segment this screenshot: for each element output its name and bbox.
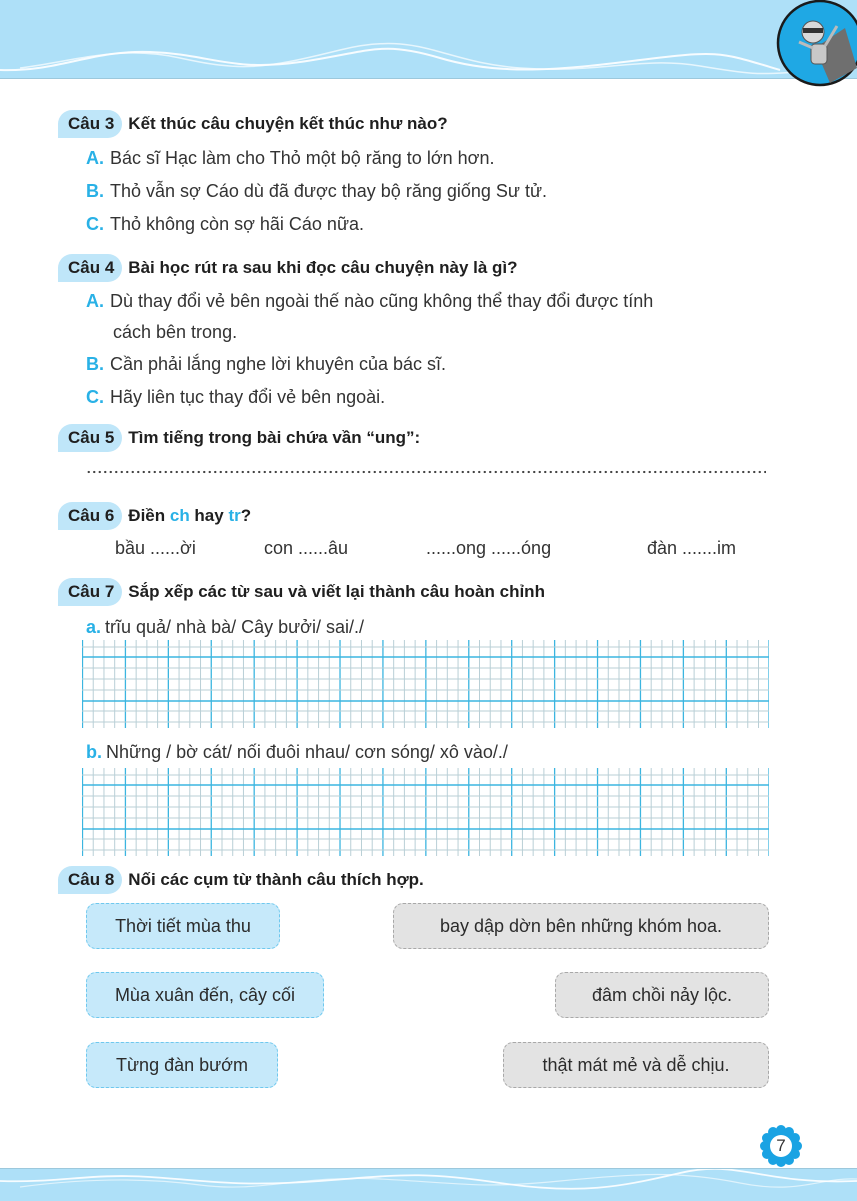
match-left-3[interactable]: Từng đàn bướm (86, 1042, 278, 1088)
question-3-header (58, 110, 448, 138)
question-4-option-a[interactable] (86, 285, 653, 317)
option-letter: C. (86, 214, 104, 234)
question-3-option-a[interactable] (86, 142, 494, 174)
option-text: Thỏ không còn sợ hãi Cáo nữa. (110, 214, 365, 234)
writing-grid-b[interactable] (82, 768, 769, 856)
fill-item[interactable]: ......ong ......óng (426, 538, 552, 558)
part-text: Những / bờ cát/ nối đuôi nhau/ cơn sóng/ xô vào/./ (106, 742, 508, 762)
fill-item[interactable]: bầu ......ời (115, 538, 196, 558)
title-accent-ch: ch (169, 506, 190, 525)
title-text: hay (189, 506, 229, 525)
question-5-title: Tìm tiếng trong bài chứa vần “ung”: (128, 428, 421, 447)
question-7-header (58, 578, 545, 606)
match-right-1[interactable]: bay dập dờn bên những khóm hoa. (393, 903, 769, 949)
question-3-badge: Câu 3 (58, 110, 122, 138)
option-text: Cần phải lắng nghe lời khuyên của bác sĩ. (110, 354, 447, 374)
option-letter: B. (86, 181, 104, 201)
question-8-badge: Câu 8 (58, 866, 122, 894)
question-4-option-b[interactable] (86, 348, 446, 380)
option-letter: A. (86, 148, 104, 168)
answer-dotted-line[interactable] (86, 470, 766, 474)
title-accent-tr: tr (228, 506, 241, 525)
question-4-option-c[interactable] (86, 381, 385, 413)
title-text: Điền (128, 506, 170, 525)
title-text: ? (240, 506, 252, 525)
question-4-badge: Câu 4 (58, 254, 122, 282)
match-left-2[interactable]: Mùa xuân đến, cây cối (86, 972, 324, 1018)
question-5-header (58, 424, 420, 452)
question-4-header (58, 254, 518, 282)
match-left-1[interactable]: Thời tiết mùa thu (86, 903, 280, 949)
part-letter: a. (86, 617, 102, 637)
match-right-2[interactable]: đâm chồi nảy lộc. (555, 972, 769, 1018)
question-5-badge: Câu 5 (58, 424, 122, 452)
wave-decoration (0, 0, 857, 78)
option-letter: C. (86, 387, 104, 407)
page-number: 7 (776, 1136, 786, 1155)
question-7-title: Sắp xếp các từ sau và viết lại thành câu hoàn chỉnh (128, 582, 545, 601)
wave-decoration (0, 1169, 857, 1201)
question-4-option-a-continuation: cách bên trong. (113, 322, 238, 342)
option-letter: A. (86, 291, 104, 311)
question-3-option-c[interactable] (86, 208, 364, 240)
fill-item[interactable]: đàn .......im (647, 538, 737, 558)
writing-grid-a[interactable] (82, 640, 769, 728)
question-6-title (128, 506, 251, 526)
option-text: Hãy liên tục thay đổi vẻ bên ngoài. (110, 387, 386, 407)
part-letter: b. (86, 742, 102, 762)
question-7-badge: Câu 7 (58, 578, 122, 606)
option-text: Dù thay đổi vẻ bên ngoài thế nào cũng không thể thay đổi được tính (110, 291, 654, 311)
superhero-mascot-icon (775, 0, 857, 88)
question-6-header (58, 502, 251, 530)
question-3-option-b[interactable] (86, 175, 547, 207)
question-6-badge: Câu 6 (58, 502, 122, 530)
header-band (0, 0, 857, 79)
question-8-header (58, 866, 424, 894)
question-7-part-b (86, 742, 508, 763)
fill-item[interactable]: con ......âu (264, 538, 349, 558)
option-text: Thỏ vẫn sợ Cáo dù đã được thay bộ răng giống Sư tử. (110, 181, 548, 201)
question-3-title: Kết thúc câu chuyện kết thúc như nào? (128, 114, 448, 133)
match-right-3[interactable]: thật mát mẻ và dễ chịu. (503, 1042, 769, 1088)
part-text: trĩu quả/ nhà bà/ Cây bưởi/ sai/./ (105, 617, 365, 637)
footer-band (0, 1168, 857, 1201)
page-number-badge (760, 1125, 802, 1167)
question-4-title: Bài học rút ra sau khi đọc câu chuyện này là gì? (128, 258, 518, 277)
question-7-part-a (86, 617, 364, 638)
option-letter: B. (86, 354, 104, 374)
option-text: Bác sĩ Hạc làm cho Thỏ một bộ răng to lớn hơn. (110, 148, 495, 168)
question-8-title: Nối các cụm từ thành câu thích hợp. (128, 870, 424, 889)
